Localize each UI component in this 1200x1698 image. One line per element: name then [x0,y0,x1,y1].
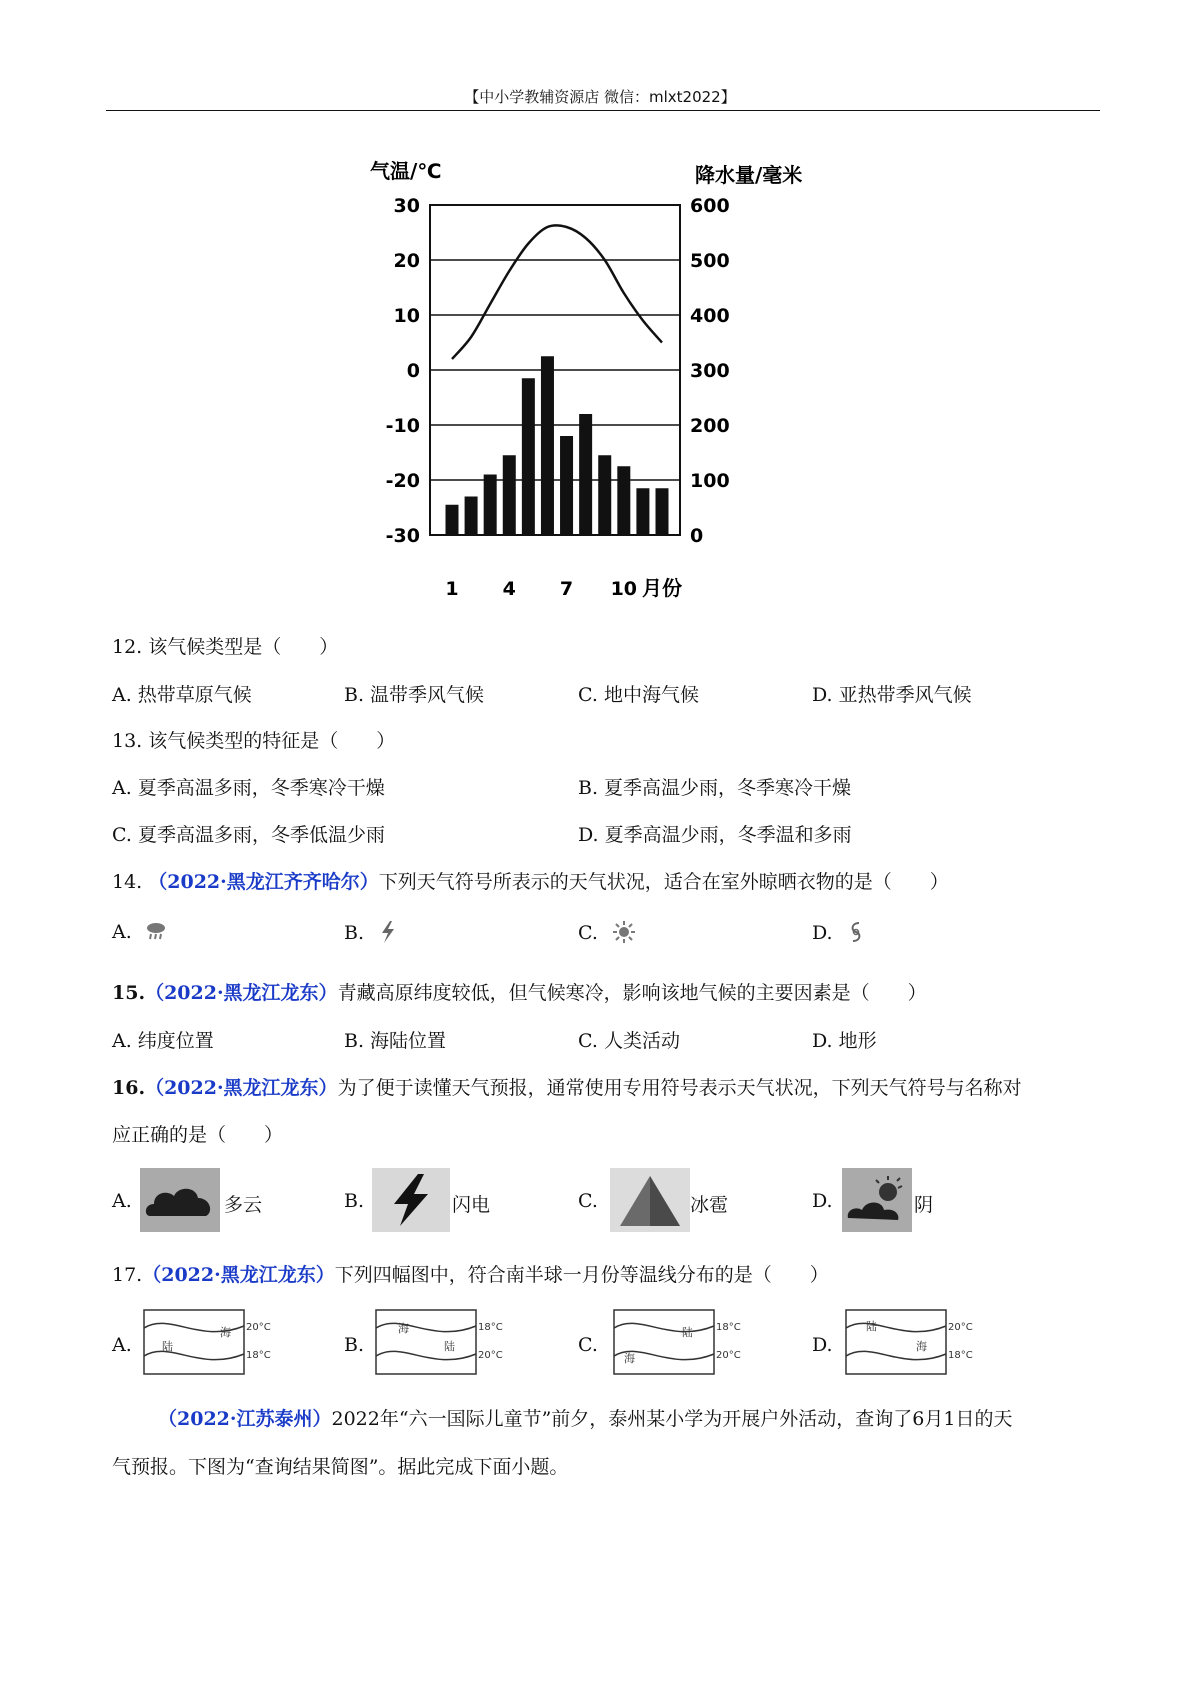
precipitation-bar [522,378,535,535]
precipitation-bar [617,466,630,535]
month-tick-label: 1 [445,578,459,600]
q16-option-a-letter[interactable]: A. [112,1190,132,1212]
intro-text-line2: 气预报。下图为“查询结果简图”。据此完成下面小题。 [112,1456,569,1478]
q15-text: 青藏高原纬度较低，但气候寒冷，影响该地气候的主要因素是（ ） [337,982,927,1004]
precipitation-bar [598,455,611,535]
precipitation-bar [636,488,649,535]
isotherm-map-d [842,1306,982,1378]
q16-option-c-name: 冰雹 [690,1194,729,1216]
q17-option-a-letter[interactable]: A. [112,1334,132,1356]
temperature-curve [452,225,662,359]
page-header: 【中小学教辅资源店 微信：mlxt2022】 [464,88,736,106]
precipitation-tick-label: 400 [690,305,730,327]
lightning-icon [372,1168,450,1232]
map-a-top-isotherm: 20°C [246,1322,271,1333]
map-c-bottom-label: 海 [624,1352,635,1365]
climate-chart [350,150,830,610]
q15-option-a[interactable]: A. 纬度位置 [112,1030,214,1052]
temperature-tick-label: 10 [393,305,420,327]
q13-option-c[interactable]: C. 夏季高温多雨，冬季低温少雨 [112,824,385,846]
q14-number: 14. [112,871,143,893]
precipitation-tick-label: 200 [690,415,730,437]
hail-icon [610,1168,690,1232]
q13-stem: 13. 该气候类型的特征是（ ） [112,730,396,752]
temperature-tick-label: -10 [385,415,420,437]
q17-option-d-letter[interactable]: D. [812,1334,833,1356]
map-d-top-label: 陆 [866,1320,877,1333]
intro-source: （2022·江苏泰州） [158,1408,332,1430]
q17-text: 下列四幅图中，符合南半球一月份等温线分布的是（ ） [334,1264,829,1286]
map-b-bottom-label: 陆 [444,1340,455,1353]
map-b-top-label: 海 [398,1322,409,1335]
q14-option-c[interactable]: C. [578,920,636,944]
q16-text-line2: 应正确的是（ ） [112,1124,284,1146]
precipitation-bar [560,436,573,535]
map-c-top-label: 陆 [682,1326,693,1339]
q17-stem [112,1260,829,1287]
month-tick-label: 4 [502,578,516,600]
precipitation-tick-label: 600 [690,195,730,217]
q14-option-a[interactable]: A. [112,920,168,943]
q17-option-c-letter[interactable]: C. [578,1334,598,1356]
cloud-icon [140,1168,220,1232]
q14-text: 下列天气符号所表示的天气状况，适合在室外晾晒衣物的是（ ） [378,871,949,893]
header-divider [106,110,1100,111]
q14-option-d[interactable]: D. [812,920,867,944]
precipitation-bar [484,475,497,536]
map-c-top-isotherm: 18°C [716,1322,741,1333]
lightning-icon [378,920,398,944]
temperature-tick-label: 20 [393,250,420,272]
sun-icon [612,920,636,944]
month-tick-label: 10 [610,578,638,600]
q14-source: （2022·黑龙江齐齐哈尔） [148,871,379,893]
sun-behind-cloud-icon [842,1168,912,1232]
q16-number: 16. [112,1077,146,1099]
map-b-bottom-isotherm: 20°C [478,1350,503,1361]
map-a-bottom-isotherm: 18°C [246,1350,271,1361]
q15-source: （2022·黑龙江龙东） [145,982,338,1004]
q15-number: 15. [112,982,146,1004]
temperature-tick-label: -30 [385,525,420,547]
q12-option-c[interactable]: C. 地中海气候 [578,684,699,706]
precipitation-bar [656,488,669,535]
q15-stem [112,978,927,1005]
precipitation-bar [579,414,592,535]
q15-option-d[interactable]: D. 地形 [812,1030,877,1052]
map-d-bottom-isotherm: 18°C [948,1350,973,1361]
intro-text-line1: 2022年“六一国际儿童节”前夕，泰州某小学为开展户外活动，查询了6月1日的天 [331,1408,1013,1430]
q16-option-b-letter[interactable]: B. [344,1190,365,1212]
precipitation-bar [503,455,516,535]
typhoon-icon [845,920,867,944]
intro-line1 [158,1404,1012,1431]
precipitation-bar [446,505,459,535]
month-tick-label: 7 [559,578,574,600]
q16-stem [112,1073,1022,1100]
isotherm-map-b [372,1306,512,1378]
precipitation-tick-label: 100 [690,470,730,492]
q13-option-b[interactable]: B. 夏季高温少雨，冬季寒冷干燥 [578,777,852,799]
q17-option-b-letter[interactable]: B. [344,1334,365,1356]
temperature-tick-label: -20 [385,470,420,492]
q15-option-b[interactable]: B. 海陆位置 [344,1030,447,1052]
q17-number: 17. [112,1264,143,1286]
q16-option-d-name: 阴 [914,1194,934,1216]
map-a-top-label: 海 [220,1326,231,1339]
isotherm-map-c [610,1306,750,1378]
q14-option-b[interactable]: B. [344,920,398,944]
q16-option-b-name: 闪电 [452,1194,491,1216]
q12-stem: 12. 该气候类型是（ ） [112,636,339,658]
map-a-bottom-label: 陆 [162,1340,173,1353]
map-d-bottom-label: 海 [916,1340,927,1353]
map-d-top-isotherm: 20°C [948,1322,973,1333]
precipitation-bar [465,497,478,536]
precipitation-tick-label: 0 [690,525,704,547]
q12-option-d[interactable]: D. 亚热带季风气候 [812,684,972,706]
q16-option-d-letter[interactable]: D. [812,1190,833,1212]
map-c-bottom-isotherm: 20°C [716,1350,741,1361]
month-axis-label: 月份 [642,576,682,600]
q15-option-c[interactable]: C. 人类活动 [578,1030,680,1052]
rain-cloud-icon [144,920,168,942]
q16-option-a-name: 多云 [224,1194,263,1216]
temperature-axis-label: 气温/℃ [370,159,442,183]
q16-text-line1: 为了便于读懂天气预报，通常使用专用符号表示天气状况，下列天气符号与名称对 [337,1077,1022,1099]
precipitation-bar [541,356,554,535]
isotherm-map-a [140,1306,280,1378]
temperature-tick-label: 0 [406,360,420,382]
temperature-tick-label: 30 [393,195,420,217]
precipitation-axis-label: 降水量/毫米 [695,163,803,187]
q16-option-c-letter[interactable]: C. [578,1190,598,1212]
precipitation-tick-label: 500 [690,250,730,272]
precipitation-tick-label: 300 [690,360,730,382]
q14-stem [112,867,949,894]
q16-source: （2022·黑龙江龙东） [145,1077,338,1099]
q13-option-d[interactable]: D. 夏季高温少雨，冬季温和多雨 [578,824,852,846]
q12-option-b[interactable]: B. 温带季风气候 [344,684,485,706]
map-b-top-isotherm: 18°C [478,1322,503,1333]
q13-option-a[interactable]: A. 夏季高温多雨，冬季寒冷干燥 [112,777,385,799]
q12-option-a[interactable]: A. 热带草原气候 [112,684,252,706]
q17-source: （2022·黑龙江龙东） [142,1264,335,1286]
